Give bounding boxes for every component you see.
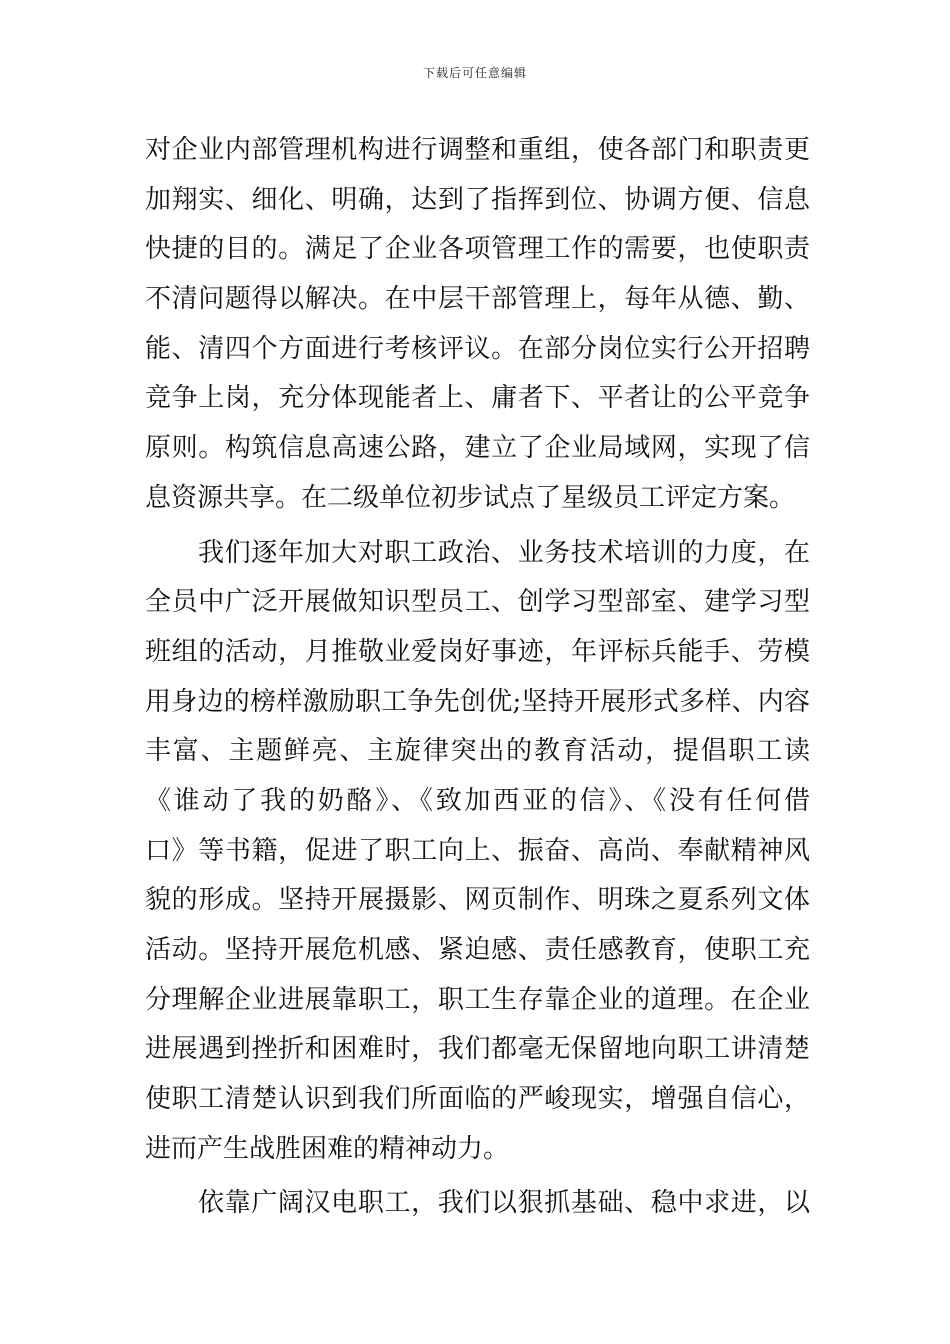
paragraph-2-line-4: 用身边的榜样激励职工争先创优;坚持开展形式多样、内容 (145, 686, 810, 717)
paragraph-1-line-4: 不清问题得以解决。在中层干部管理上，每年从德、勤、 (145, 284, 810, 315)
paragraph-2-line-6: 《谁动了我的奶酪》、《致加西亚的信》、《没有任何借 (145, 785, 810, 816)
paragraph-2-line-5: 丰富、主题鲜亮、主旋律突出的教育活动，提倡职工读 (145, 736, 810, 767)
paragraph-2-line-11: 进展遇到挫折和困难时，我们都毫无保留地向职工讲清楚 (145, 1034, 810, 1065)
paragraph-2-line-10: 分理解企业进展靠职工，职工生存靠企业的道理。在企业 (145, 984, 810, 1015)
paragraph-2-line-8: 貌的形成。坚持开展摄影、网页制作、明珠之夏系列文体 (145, 885, 810, 916)
paragraph-1-line-3: 快捷的目的。满足了企业各项管理工作的需要，也使职责 (145, 234, 810, 265)
paragraph-1-line-2: 加翔实、细化、明确，达到了指挥到位、协调方便、信息 (145, 184, 810, 215)
paragraph-1-line-6: 竞争上岗，充分体现能者上、庸者下、平者让的公平竞争 (145, 383, 810, 414)
paragraph-1-line-1: 对企业内部管理机构进行调整和重组，使各部门和职责更 (145, 135, 810, 165)
paragraph-3-line-1: 依靠广阔汉电职工，我们以狠抓基础、稳中求进，以 (198, 1188, 810, 1219)
paragraph-1-line-7: 原则。构筑信息高速公路，建立了企业局域网，实现了信 (145, 433, 810, 464)
paragraph-2-line-3: 班组的活动，月推敬业爱岗好事迹，年评标兵能手、劳模 (145, 636, 810, 667)
paragraph-1-line-8: 息资源共享。在二级单位初步试点了星级员工评定方案。 (145, 482, 796, 513)
paragraph-2-line-1: 我们逐年加大对职工政治、业务技术培训的力度，在 (198, 537, 810, 568)
paragraph-2-line-13: 进而产生战胜困难的精神动力。 (145, 1133, 510, 1164)
page-header: 下载后可任意编辑 (422, 66, 527, 80)
paragraph-1-line-5: 能、清四个方面进行考核评议。在部分岗位实行公开招聘 (145, 333, 810, 364)
document-body (145, 126, 810, 1229)
paragraph-2-line-12: 使职工清楚认识到我们所面临的严峻现实，增强自信心， (145, 1084, 810, 1115)
paragraph-2-line-2: 全员中广泛开展做知识型员工、创学习型部室、建学习型 (145, 587, 810, 618)
paragraph-2-line-9: 活动。坚持开展危机感、紧迫感、责任感教育，使职工充 (145, 935, 810, 965)
paragraph-2-line-7: 口》等书籍，促进了职工向上、振奋、高尚、奉献精神风 (145, 835, 810, 866)
